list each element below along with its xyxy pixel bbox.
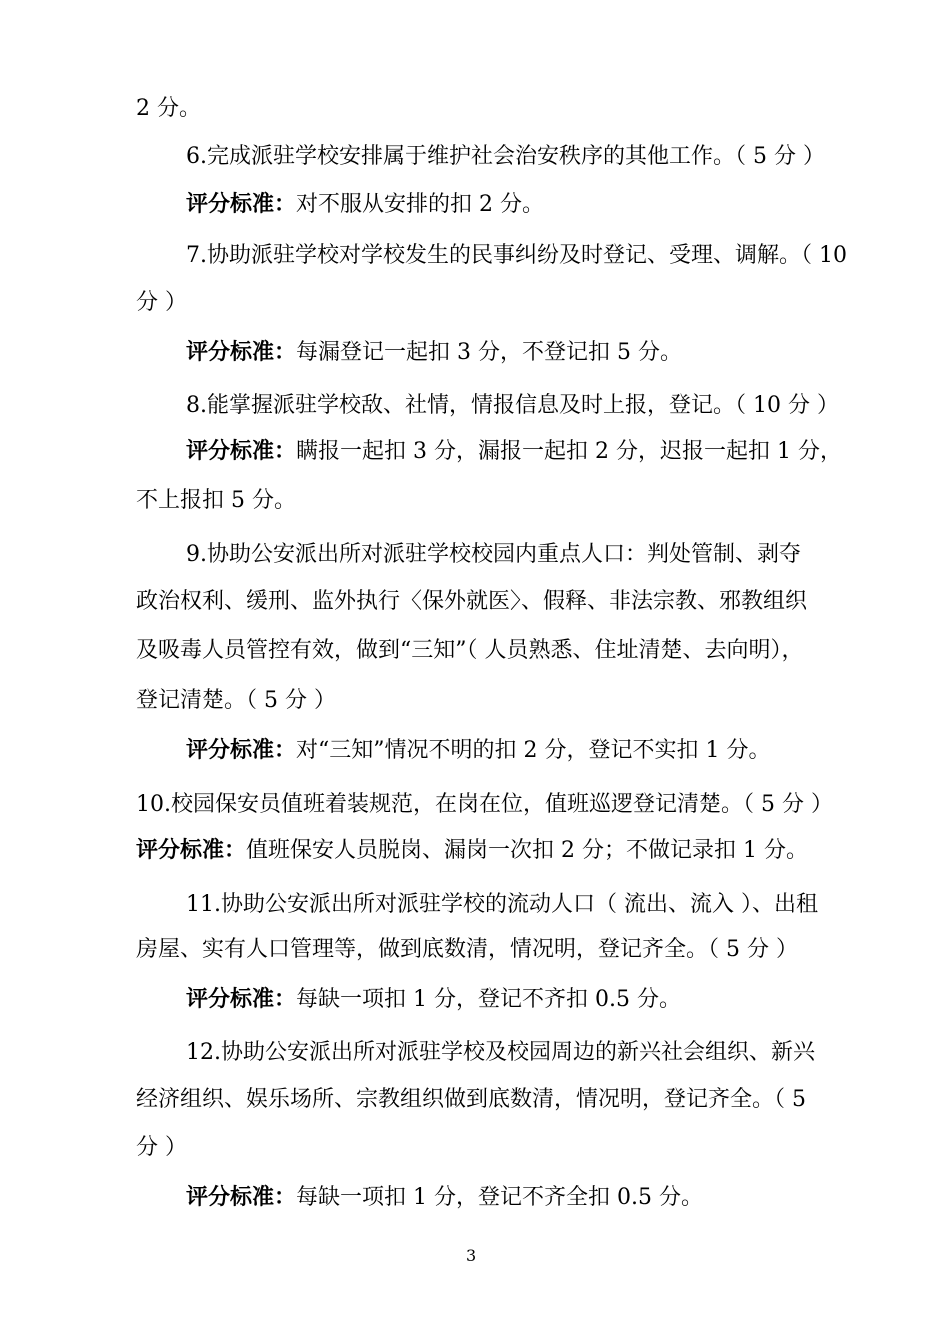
page-number: 3 — [466, 1246, 477, 1265]
item-10 — [136, 790, 833, 820]
text-line — [136, 587, 807, 617]
text-line — [136, 686, 336, 716]
criteria-label: 评分标准： — [136, 838, 247, 863]
text-line — [136, 636, 804, 666]
scoring-criteria-11 — [186, 985, 681, 1015]
item-6 — [186, 142, 825, 172]
criteria-label: 评分标准： — [186, 1185, 297, 1210]
text: 不上报扣 5 分。 — [136, 488, 296, 513]
scoring-criteria-10 — [136, 836, 808, 866]
item-7 — [186, 241, 847, 271]
scoring-criteria-6 — [186, 190, 544, 220]
text: 分 ） — [136, 290, 187, 315]
scoring-criteria-9 — [186, 736, 770, 766]
text: 2 分。 — [136, 96, 201, 121]
text: 9.协助公安派出所对派驻学校校园内重点人口：判处管制、剥夺 — [186, 542, 801, 567]
criteria-label: 评分标准： — [186, 340, 297, 365]
text: 值班保安人员脱岗、漏岗一次扣 2 分；不做记录扣 1 分。 — [246, 838, 808, 863]
text: 每缺一项扣 1 分，登记不齐扣 0.5 分。 — [296, 987, 681, 1012]
scoring-criteria-7 — [186, 338, 682, 368]
scoring-criteria-12 — [186, 1183, 703, 1213]
item-12 — [186, 1038, 815, 1068]
text-line — [136, 1085, 806, 1115]
text: 12.协助公安派出所对派驻学校及校园周边的新兴社会组织、新兴 — [186, 1040, 815, 1065]
text: 8.能掌握派驻学校敌、社情，情报信息及时上报，登记。（ 10 分 ） — [186, 393, 839, 418]
text: 政治权利、缓刑、监外执行〈保外就医〉、假释、非法宗教、邪教组织 — [136, 589, 808, 614]
text: 房屋、实有人口管理等，做到底数清，情况明，登记齐全。（ 5 分 ） — [136, 937, 798, 962]
scoring-criteria-8 — [186, 437, 842, 467]
text: 11.协助公安派出所对派驻学校的流动人口（ 流出、流入 ）、出租 — [186, 892, 818, 917]
text: 对“三知”情况不明的扣 2 分，登记不实扣 1 分。 — [296, 738, 771, 763]
text: 6.完成派驻学校安排属于维护社会治安秩序的其他工作。（ 5 分 ） — [186, 144, 825, 169]
text: 登记清楚。（ 5 分 ） — [136, 688, 336, 713]
text-line — [136, 94, 201, 124]
text-line — [136, 935, 798, 965]
criteria-label: 评分标准： — [186, 439, 297, 464]
text: 经济组织、娱乐场所、宗教组织做到底数清，情况明，登记齐全。（ 5 — [136, 1087, 806, 1112]
item-11 — [186, 890, 818, 920]
text: 分 ） — [136, 1135, 187, 1160]
criteria-label: 评分标准： — [186, 738, 297, 763]
item-9 — [186, 540, 801, 570]
text: 对不服从安排的扣 2 分。 — [296, 192, 544, 217]
text-line — [136, 1133, 187, 1163]
criteria-label: 评分标准： — [186, 987, 297, 1012]
text: 及吸毒人员管控有效，做到“三知”（ 人员熟悉、住址清楚、去向明）， — [136, 638, 804, 663]
text-line — [136, 288, 187, 318]
text: 每漏登记一起扣 3 分，不登记扣 5 分。 — [296, 340, 682, 365]
text: 7.协助派驻学校对学校发生的民事纠纷及时登记、受理、调解。（ 10 — [186, 243, 847, 268]
criteria-label: 评分标准： — [186, 192, 297, 217]
text-line — [136, 486, 296, 516]
text: 每缺一项扣 1 分，登记不齐全扣 0.5 分。 — [296, 1185, 703, 1210]
text: 瞒报一起扣 3 分，漏报一起扣 2 分，迟报一起扣 1 分， — [296, 439, 842, 464]
text: 10.校园保安员值班着装规范，在岗在位，值班巡逻登记清楚。（ 5 分 ） — [136, 792, 833, 817]
item-8 — [186, 391, 839, 421]
